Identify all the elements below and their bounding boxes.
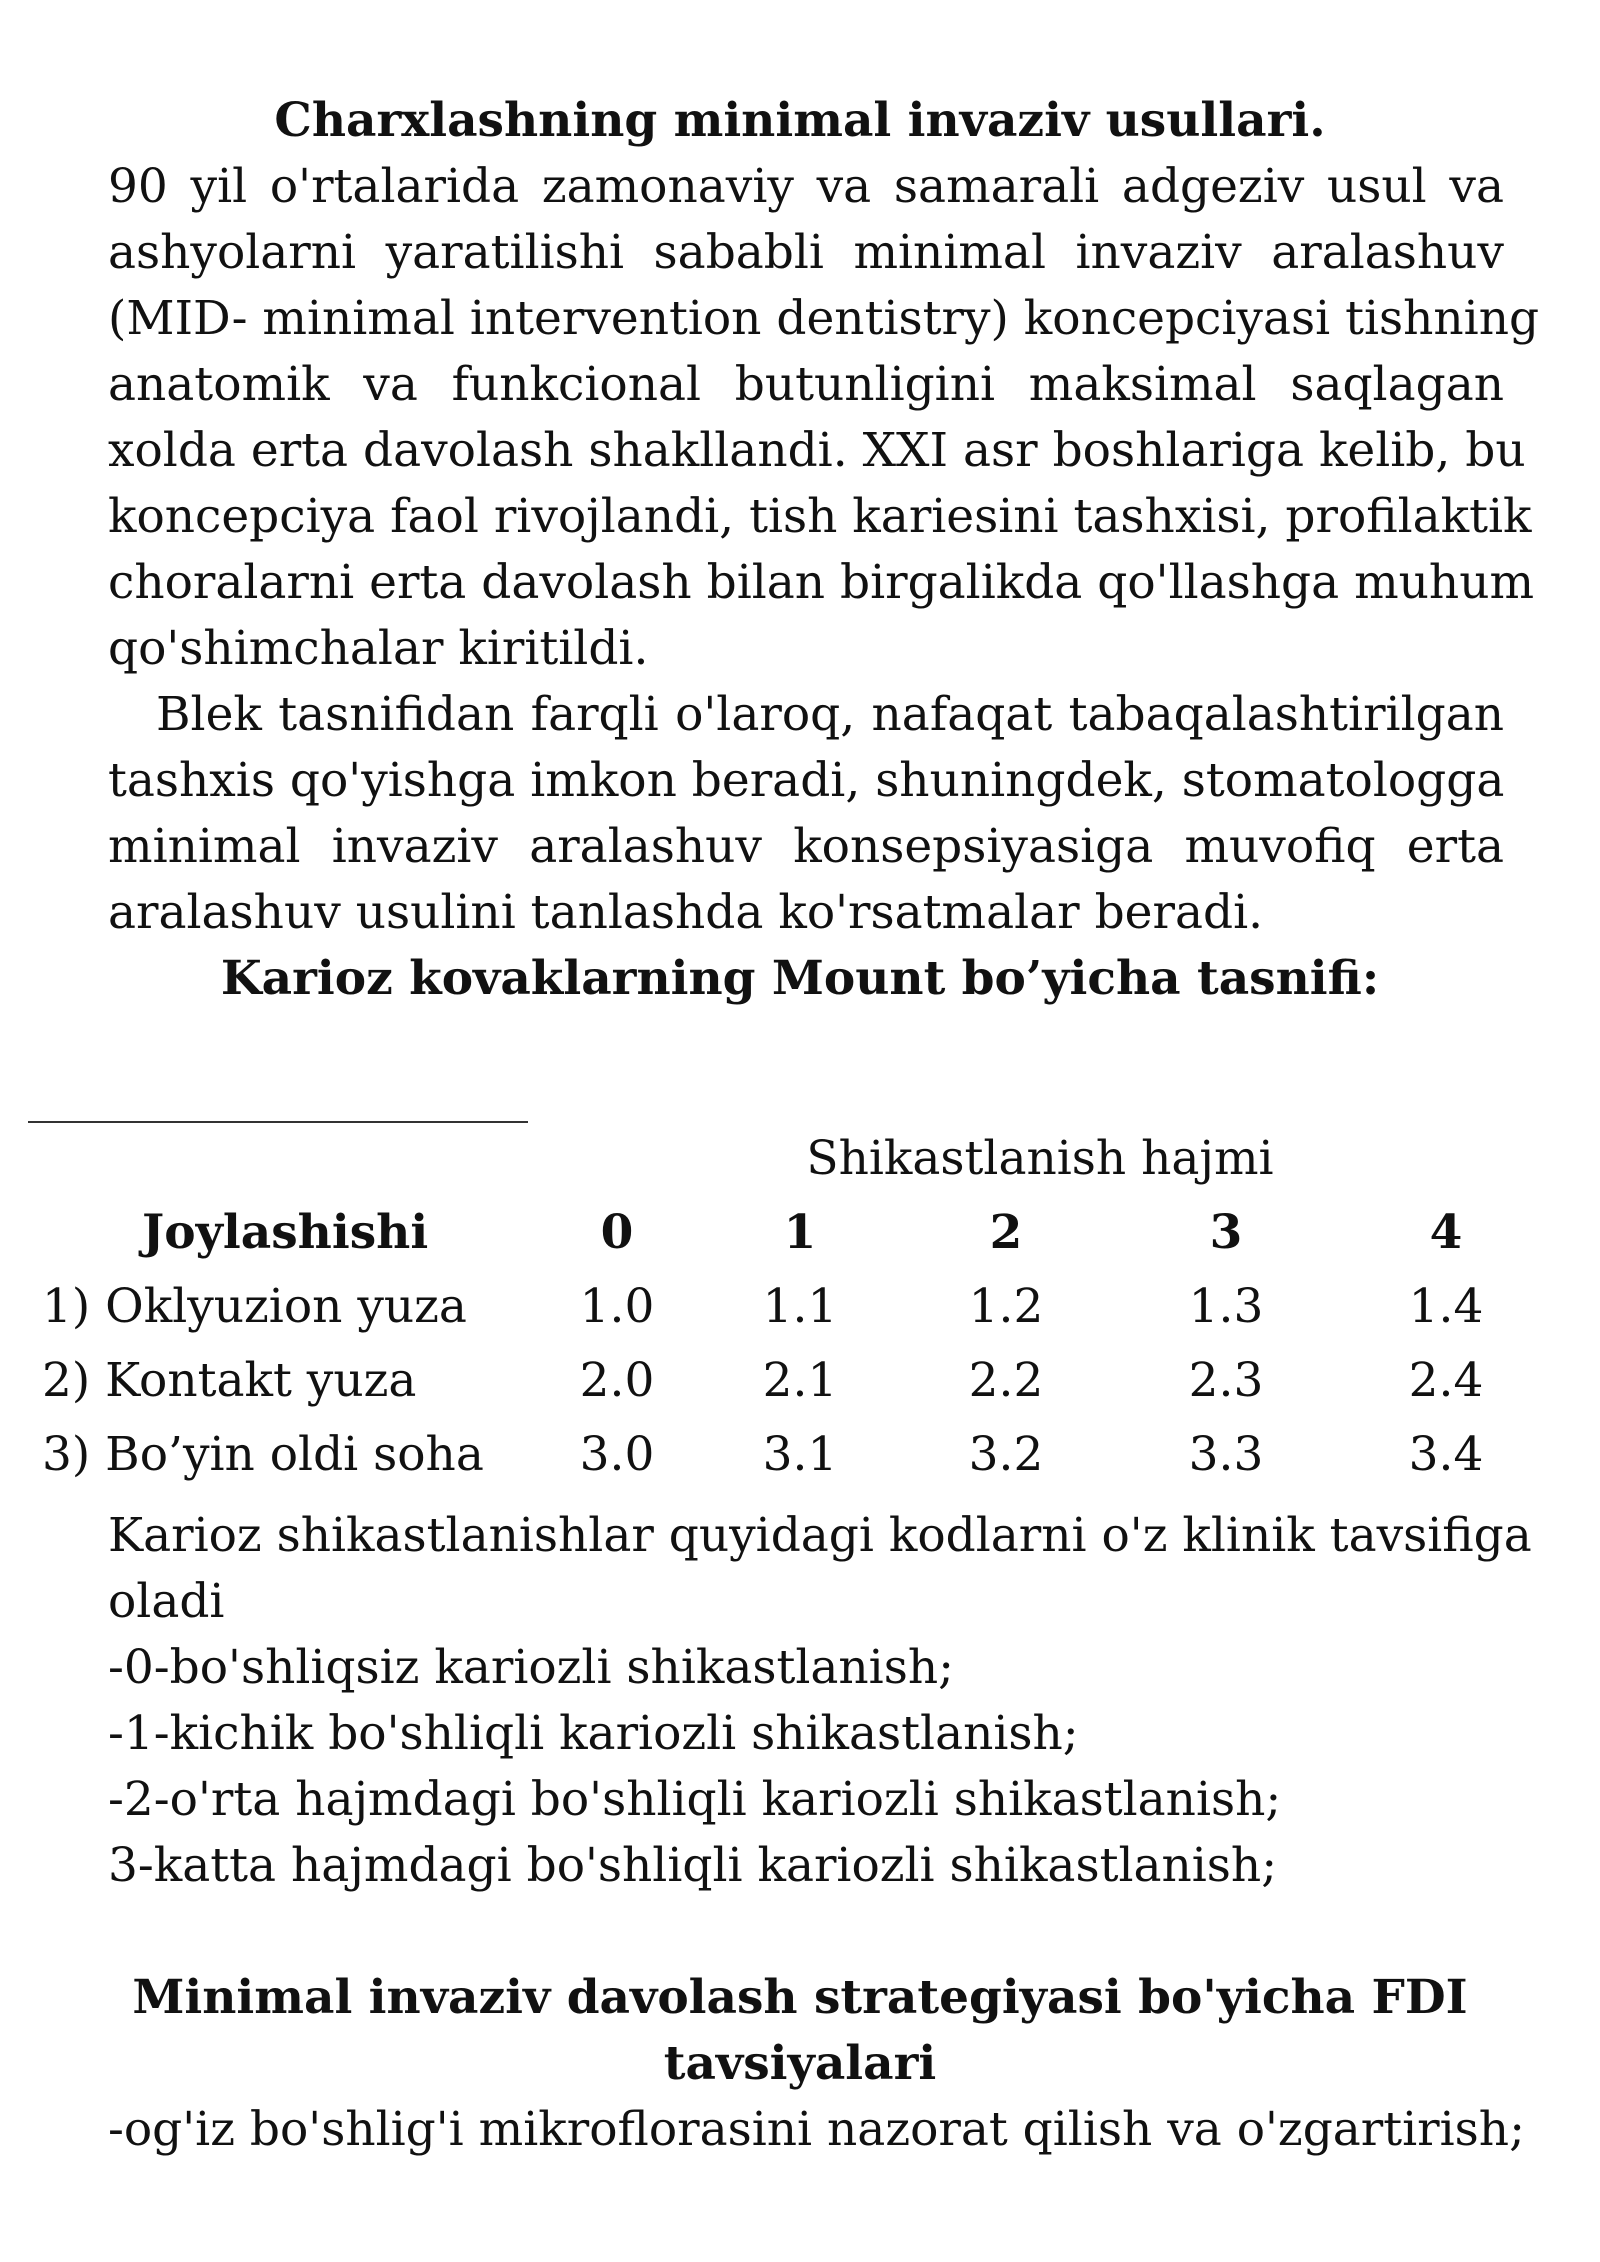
table-cell: 3.0 — [579, 1427, 655, 1482]
fdi-list-item: -og'iz bo'shlig'i mikroflorasini nazorat qilish va o'zgartirish; — [108, 2102, 1525, 2157]
paragraph-line: koncepciya faol rivojlandi, tish kariesini tashxisi, profilaktik — [108, 489, 1532, 544]
table-row-header: Joylashishi — [142, 1205, 429, 1260]
codes-intro-line: oladi — [108, 1574, 225, 1629]
table-row — [0, 1418, 1600, 1492]
table-cell: 2.3 — [1188, 1353, 1264, 1408]
section-title-fdi-recommendations: Minimal invaziv davolash strategiyasi bo'yicha FDI — [132, 1970, 1468, 2025]
code-list-item: -0-bo'shliqsiz kariozli shikastlanish; — [108, 1640, 954, 1695]
paragraph-line: ashyolarni yaratilishi sababli minimal invaziv aralashuv — [108, 225, 1504, 280]
table-cell: 1.3 — [1188, 1279, 1264, 1334]
paragraph-line: 90 yil o'rtalarida zamonaviy va samarali adgeziv usul va — [108, 159, 1504, 214]
table-cell: 2.1 — [762, 1353, 838, 1408]
codes-description — [108, 1503, 1532, 1899]
table-row-label: 1) Oklyuzion yuza — [42, 1279, 467, 1334]
table-cell: 1.1 — [762, 1279, 838, 1334]
paragraph-line: choralarni erta davolash bilan birgalikda qo'llashga muhum — [108, 555, 1535, 610]
paragraph-line: (MID- minimal intervention dentistry) koncepciyasi tishning — [108, 291, 1540, 346]
codes-intro-line: Karioz shikastlanishlar quyidagi kodlarni o'z klinik tavsifiga — [108, 1508, 1532, 1563]
table-cell: 2.4 — [1408, 1353, 1484, 1408]
table-row-label: 2) Kontakt yuza — [42, 1353, 417, 1408]
table-cell: 3.3 — [1188, 1427, 1264, 1482]
paragraph-line: anatomik va funkcional butunligini maksimal saqlagan — [108, 357, 1504, 412]
paragraph-line: tashxis qo'yishga imkon beradi, shuningdek, stomatologga — [108, 753, 1505, 808]
table-cell: 2.0 — [579, 1353, 655, 1408]
table-row — [0, 1270, 1600, 1344]
table-header-row — [0, 1196, 1600, 1270]
table-cell: 1.2 — [968, 1279, 1044, 1334]
code-list-item: -2-o'rta hajmdagi bo'shliqli kariozli shikastlanish; — [108, 1772, 1282, 1827]
paragraph-line: aralashuv usulini tanlashda ko'rsatmalar beradi. — [108, 885, 1264, 940]
table-cell: 1.0 — [579, 1279, 655, 1334]
paragraph-black-classification — [108, 682, 1504, 946]
table-cell: 3.1 — [762, 1427, 838, 1482]
section-title-fdi-recommendations-cont: tavsiyalari — [663, 2036, 937, 2091]
table-cell: 1.4 — [1408, 1279, 1484, 1334]
section-title-minimal-invasive-methods: Charxlashning minimal invaziv usullari. — [274, 93, 1326, 148]
table-column-header: 0 — [600, 1205, 634, 1260]
table-cell: 2.2 — [968, 1353, 1044, 1408]
section-title-mount-classification: Karioz kovaklarning Mount bo’yicha tasnifi: — [220, 951, 1380, 1006]
table-cell: 3.2 — [968, 1427, 1044, 1482]
table-column-header: 4 — [1429, 1205, 1463, 1260]
table-column-header: 2 — [989, 1205, 1023, 1260]
code-list-item: 3-katta hajmdagi bo'shliqli kariozli shikastlanish; — [108, 1838, 1278, 1893]
table-column-header: 1 — [783, 1205, 817, 1260]
table-row — [0, 1344, 1600, 1418]
table-column-header: 3 — [1209, 1205, 1243, 1260]
horizontal-rule — [28, 1121, 528, 1123]
table-cell: 3.4 — [1408, 1427, 1484, 1482]
table-row-label: 3) Bo’yin oldi soha — [42, 1427, 484, 1482]
table-caption: Shikastlanish hajmi — [806, 1131, 1274, 1186]
paragraph-line: Blek tasnifidan farqli o'laroq, nafaqat tabaqalashtirilgan — [156, 687, 1504, 742]
code-list-item: -1-kichik bo'shliqli kariozli shikastlanish; — [108, 1706, 1079, 1761]
paragraph-line: xolda erta davolash shakllandi. XXI asr boshlariga kelib, bu — [108, 423, 1526, 478]
fdi-recommendation-list — [108, 2097, 1525, 2163]
paragraph-mid-concept — [108, 154, 1540, 682]
paragraph-line: qo'shimchalar kiritildi. — [108, 621, 649, 676]
paragraph-line: minimal invaziv aralashuv konsepsiyasiga muvofiq erta — [108, 819, 1504, 874]
